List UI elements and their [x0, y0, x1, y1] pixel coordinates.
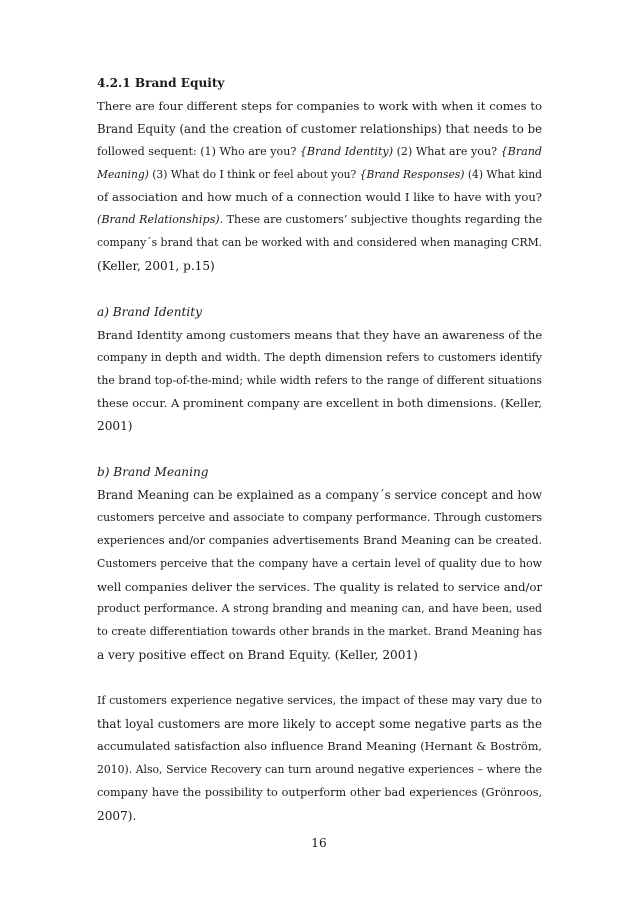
paragraph-line [97, 141, 542, 164]
paragraph-line: Brand Meaning can be explained as a company´s service concept and how [97, 488, 542, 503]
text-run: (3) What do I think or feel about you? [148, 167, 360, 181]
text-run: (2) What are you? [393, 144, 501, 158]
paragraph-line: customers perceive and associate to company performance. Through customers [97, 510, 542, 524]
paragraph-spacer [97, 667, 542, 690]
paragraph-line: 2010). Also, Service Recovery can turn around negative experiences – where the [97, 762, 542, 776]
paragraph-line [97, 164, 542, 187]
text-run: (4) What kind [464, 167, 542, 181]
page-body [97, 72, 542, 827]
italic-run: Meaning) [97, 167, 149, 181]
text-run: followed sequent: (1) Who are you? [97, 144, 300, 158]
paragraph-line: Brand Identity among customers means that they have an awareness of the [97, 327, 543, 342]
paragraph-line: these occur. A prominent company are excellent in both dimensions. (Keller, [97, 396, 543, 411]
paragraph-line [97, 209, 542, 232]
subsection-title-brand-identity: a) Brand Identity [97, 304, 202, 319]
paragraph-line: 2001) [97, 419, 133, 434]
subsection-title-brand-meaning: b) Brand Meaning [97, 465, 209, 480]
paragraph-line: There are four different steps for companies to work with when it comes to [97, 98, 542, 113]
paragraph-line: a very positive effect on Brand Equity. (Keller, 2001) [97, 648, 418, 663]
paragraph-line: company´s brand that can be worked with and considered when managing CRM. [97, 236, 543, 250]
paragraph-line: product performance. A strong branding and meaning can, and have been, used [97, 602, 542, 616]
paragraph-line: 2007). [97, 808, 137, 823]
paragraph-spacer [97, 438, 542, 461]
paragraph-line: well companies deliver the services. The quality is related to service and/or [97, 579, 542, 594]
italic-run: {Brand Identity) [299, 144, 394, 158]
paragraph-line: Customers perceive that the company have a certain level of quality due to how [97, 556, 542, 570]
paragraph-line: (Keller, 2001, p.15) [97, 259, 215, 274]
text-run: These are customers’ subjective thoughts regarding the [223, 213, 543, 227]
paragraph-line: that loyal customers are more likely to accept some negative parts as the [97, 716, 542, 731]
paragraph-line: to create differentiation towards other brands in the market. Brand Meaning has [97, 625, 542, 639]
paragraph-line: company in depth and width. The depth dimension refers to customers identify [97, 350, 542, 364]
page-number: 16 [311, 836, 327, 850]
section-heading: 4.2.1 Brand Equity [97, 76, 225, 90]
paragraph-line: Brand Equity (and the creation of customer relationships) that needs to be [97, 121, 542, 136]
paragraph-line: the brand top-of-the-mind; while width refers to the range of different situations [97, 373, 542, 387]
paragraph-line: of association and how much of a connection would I like to have with you? [97, 190, 542, 205]
paragraph-line: experiences and/or companies advertisements Brand Meaning can be created. [97, 533, 542, 547]
paragraph-spacer [97, 278, 542, 301]
italic-run: {Brand [500, 144, 542, 158]
italic-run: {Brand Responses) [359, 167, 465, 181]
paragraph-line: If customers experience negative services, the impact of these may vary due to [97, 694, 542, 708]
paragraph-line: company have the possibility to outperform other bad experiences (Grönroos, [97, 785, 542, 799]
paragraph-line: accumulated satisfaction also influence Brand Meaning (Hernant & Boström, [97, 739, 542, 753]
italic-run: (Brand Relationships). [97, 213, 224, 227]
